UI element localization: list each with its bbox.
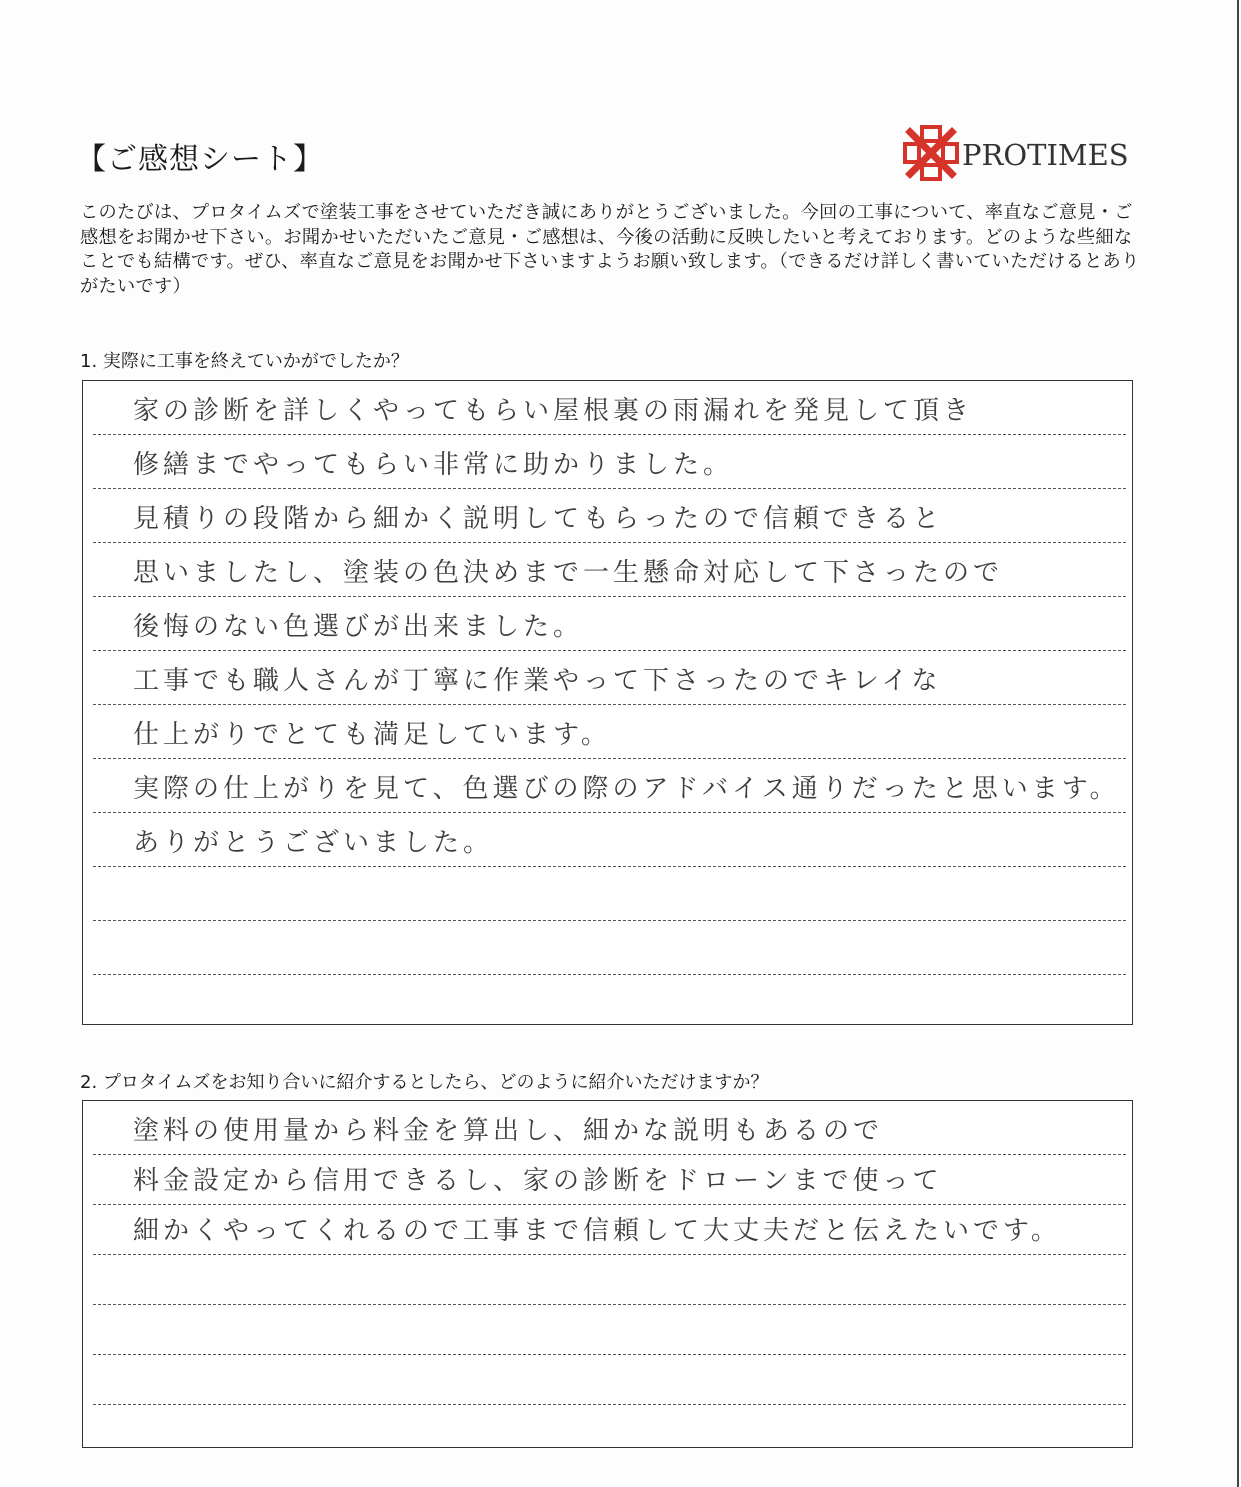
answer-2-line: 料金設定から信用できるし、家の診断をドローンまで使って	[93, 1151, 1126, 1205]
answer-2-line	[93, 1251, 1126, 1305]
brand-name: PROTIMES	[962, 138, 1129, 172]
scan-edge	[1237, 0, 1239, 1487]
answer-1-line: 仕上がりでとても満足しています。	[93, 705, 1126, 759]
answer-1-line	[93, 921, 1126, 975]
answer-1-line	[93, 867, 1126, 921]
answer-2-line: 塗料の使用量から料金を算出し、細かな説明もあるので	[93, 1101, 1126, 1155]
question-2-label: 2. プロタイムズをお知り合いに紹介するとしたら、どのように紹介いただけますか？	[80, 1072, 769, 1093]
answer-1-line: 見積りの段階から細かく説明してもらったので信頼できると	[93, 489, 1126, 543]
protimes-logo-icon	[902, 124, 960, 182]
brand-logo	[902, 124, 1142, 184]
answer-2-box	[82, 1100, 1133, 1448]
answer-1-line: 家の診断を詳しくやってもらい屋根裏の雨漏れを発見して頂き	[93, 381, 1126, 435]
answer-2-line: 細かくやってくれるので工事まで信頼して大丈夫だと伝えたいです。	[93, 1201, 1126, 1255]
sheet-title: 【ご感想シート】	[76, 142, 324, 177]
answer-1-box	[82, 380, 1133, 1025]
answer-1-line: 実際の仕上がりを見て、色選びの際のアドバイス通りだったと思います。	[93, 759, 1126, 813]
answer-1-line: 修繕までやってもらい非常に助かりました。	[93, 435, 1126, 489]
intro-text: このたびは、プロタイムズで塗装工事をさせていただき誠にありがとうございました。今回の工事について、率直なご意見・ご感想をお聞かせ下さい。お聞かせいただいたご意見・ご感想は、今後の活動に反映したいと考えております。どのような些細なことでも結構です。ぜひ、率直なご意見をお聞かせ下さいますようお願い致します。（できるだけ詳しく書いていただけるとありがたいです）	[80, 202, 1140, 297]
answer-2-line	[93, 1351, 1126, 1405]
answer-1-line: 工事でも職人さんが丁寧に作業やって下さったのでキレイな	[93, 651, 1126, 705]
question-1-label: 1. 実際に工事を終えていかがでしたか？	[80, 351, 409, 372]
answer-1-line: 後悔のない色選びが出来ました。	[93, 597, 1126, 651]
answer-2-line	[93, 1301, 1126, 1355]
answer-1-line: ありがとうございました。	[93, 813, 1126, 867]
answer-1-line: 思いましたし、塗装の色決めまで一生懸命対応して下さったので	[93, 543, 1126, 597]
